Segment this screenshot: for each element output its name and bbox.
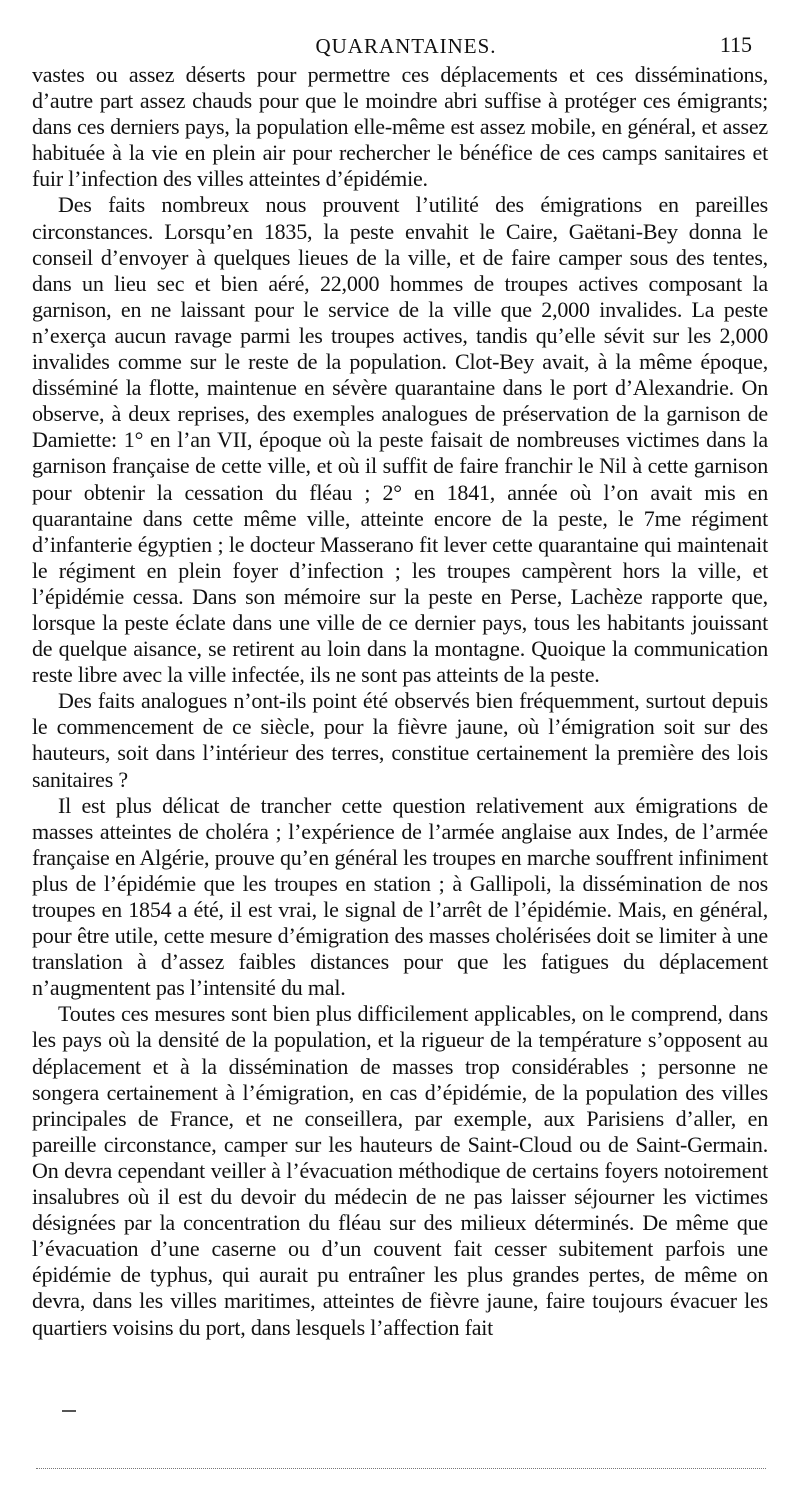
print-mark	[62, 1410, 76, 1412]
paragraph: Des faits analogues n’ont-ils point été observés bien fréquemment, surtout depuis le commencement de ce siècle, pour la fièvre jaune, où l’émigration soit sur des hauteurs, soit dans l’intérieur des terres, constitue certainement la première des lois sanitaires ?	[32, 688, 768, 792]
running-header	[32, 28, 768, 62]
running-title: QUARANTAINES.	[315, 34, 497, 58]
paragraph: Toutes ces mesures sont bien plus difficilement applicables, on le comprend, dans les pays où la densité de la population, et la rigueur de la température s’opposent au déplacement et à la dissémination de masses trop considérables ; personne ne songera certainement à l’émigration, en cas d’épidémie, de la population des villes principales de France, et ne conseillera, par exemple, aux Parisiens d’aller, en pareille circonstance, camper sur les hauteurs de Saint-Cloud ou de Saint-Germain. On devra cependant veiller à l’évacuation méthodique de certains foyers notoirement insalubres où il est du devoir du médecin de ne pas laisser séjourner les victimes désignées par la concentration du fléau sur des milieux déterminés. De même que l’évacuation d’une caserne ou d’un couvent fait cesser subitement parfois une épidémie de typhus, qui aurait pu entraîner les plus grandes pertes, de même on devra, dans les villes maritimes, atteintes de fièvre jaune, faire toujours évacuer les quartiers voisins du port, dans lesquels l’affection fait	[32, 1001, 768, 1340]
body-text	[32, 62, 768, 1341]
book-page	[32, 28, 768, 1341]
paragraph: Des faits nombreux nous prouvent l’utilité des émigrations en pareilles circonstances. Lorsqu’en 1835, la peste envahit le Caire, Gaëtani-Bey donna le conseil d’envoyer à quelques lieues de la ville, et de faire camper sous des tentes, dans un lieu sec et bien aéré, 22,000 hommes de troupes actives composant la garnison, en ne laissant pour le service de la ville que 2,000 invalides. La peste n’exerça aucun ravage parmi les troupes actives, tandis qu’elle sévit sur les 2,000 invalides comme sur le reste de la population. Clot-Bey avait, à la même époque, disséminé la flotte, maintenue en sévère quarantaine dans le port d’Alexandrie. On observe, à deux reprises, des exemples analogues de préservation de la garnison de Damiette: 1° en l’an VII, époque où la peste faisait de nombreuses victimes dans la garnison française de cette ville, et où il suffit de faire franchir le Nil à cette garnison pour obtenir la cessation du fléau ; 2° en 1841, année où l’on avait mis en quarantaine dans cette même ville, atteinte encore de la peste, le 7me régiment d’infanterie égyptien ; le docteur Masserano fit lever cette quarantaine qui maintenait le régiment en plein foyer d’infection ; les troupes campèrent hors la ville, et l’épidémie cessa. Dans son mémoire sur la peste en Perse, Lachèze rapporte que, lorsque la peste éclate dans une ville de ce dernier pays, tous les habitants jouissant de quelque aisance, se retirent au loin dans la montagne. Quoique la communication reste libre avec la ville infectée, ils ne sont pas atteints de la peste.	[32, 192, 768, 688]
bottom-rule	[36, 1468, 766, 1469]
paragraph: vastes ou assez déserts pour permettre ces déplacements et ces disséminations, d’autre part assez chauds pour que le moindre abri suffise à protéger ces émigrants; dans ces derniers pays, la population elle-même est assez mobile, en général, et assez habituée à la vie en plein air pour rechercher le bénéfice de ces camps sanitaires et fuir l’infection des villes atteintes d’épidémie.	[32, 62, 768, 192]
page-number: 115	[719, 32, 752, 57]
paragraph: Il est plus délicat de trancher cette question relativement aux émigrations de masses atteintes de choléra ; l’expérience de l’armée anglaise aux Indes, de l’armée française en Algérie, prouve qu’en général les troupes en marche souffrent infiniment plus de l’épidémie que les troupes en station ; à Gallipoli, la dissémination de nos troupes en 1854 a été, il est vrai, le signal de l’arrêt de l’épidémie. Mais, en général, pour être utile, cette mesure d’émigration des masses cholérisées doit se limiter à une translation à d’assez faibles distances pour que les fatigues du déplacement n’augmentent pas l’intensité du mal.	[32, 792, 768, 1001]
